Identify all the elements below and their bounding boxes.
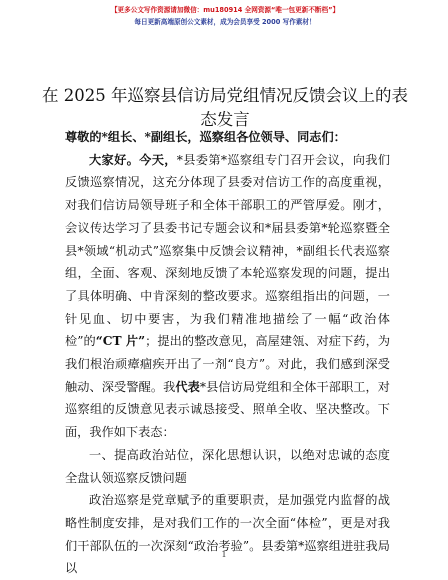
represent-word: 代表 bbox=[175, 379, 200, 394]
opening-text: *县委第*巡察组专门召开会议，向我们反馈巡察情况，这充分体现了县委对信访工作的高度重视，对我们信访局领导班子和全体干部职工的严管厚爱。刚才，会议传达学习了县委书记专题会议和*届县委第*轮巡察暨全县*领域“机动式”巡察集中反馈会议精神，*副组长代表巡察组，全面、客观、深刻地反馈了本轮巡察发现的问题，提出了具体明确、中肯深刻的整改要求。巡察组指出的问题，一针见血、切中要害，为我们精准地描绘了一幅“政治体检”的 bbox=[65, 152, 391, 349]
ct-film-phrase: “CT 片” bbox=[95, 334, 146, 349]
opening-text-3: *县信访局党组和全体干部职工，对巡察组的反馈意见表示诚恳接受、照单全收、坚决整改。下面，我作如下表态： bbox=[65, 379, 390, 440]
salutation: 尊敬的*组长、*副组长，巡察组各位领导、同志们： bbox=[65, 130, 346, 144]
section-heading-1: 一、提高政治站位，深化思想认识，以绝对忠诚的态度全盘认领巡察反馈问题 bbox=[65, 447, 390, 485]
opening-greeting: 大家好。今天， bbox=[89, 152, 177, 167]
opening-text-2: ；提出的整改意见，高屋建瓴、对症下药，为我们根治顽瘴痼疾开出了一剂“良方”。对此，我们感到深受触动、深受警醒。我 bbox=[65, 334, 391, 394]
paragraph-opening bbox=[65, 149, 390, 444]
document-body bbox=[65, 126, 390, 580]
document-title: 在 2025 年巡察县信访局党组情况反馈会议上的表态发言 bbox=[42, 86, 408, 129]
page-number: 1 bbox=[221, 550, 227, 559]
promo-banner-line-2: 每日更新高端原创公文素材，成为会员享受 2000 写作素材！ bbox=[134, 18, 316, 26]
paragraph-section-1: 政治巡察是党章赋予的重要职责，是加强党内监督的战略性制度安排，是对我们工作的一次全面“体检”，更是对我们干部队伍的一次深刻“政治考验”。县委第*巡察组进驻我局以 bbox=[65, 493, 390, 576]
promo-banner bbox=[60, 4, 390, 28]
promo-banner-line-1: 【更多公文写作资源请加微信：mu180914 全网资源“唯一包更新不断档”】 bbox=[110, 6, 340, 14]
